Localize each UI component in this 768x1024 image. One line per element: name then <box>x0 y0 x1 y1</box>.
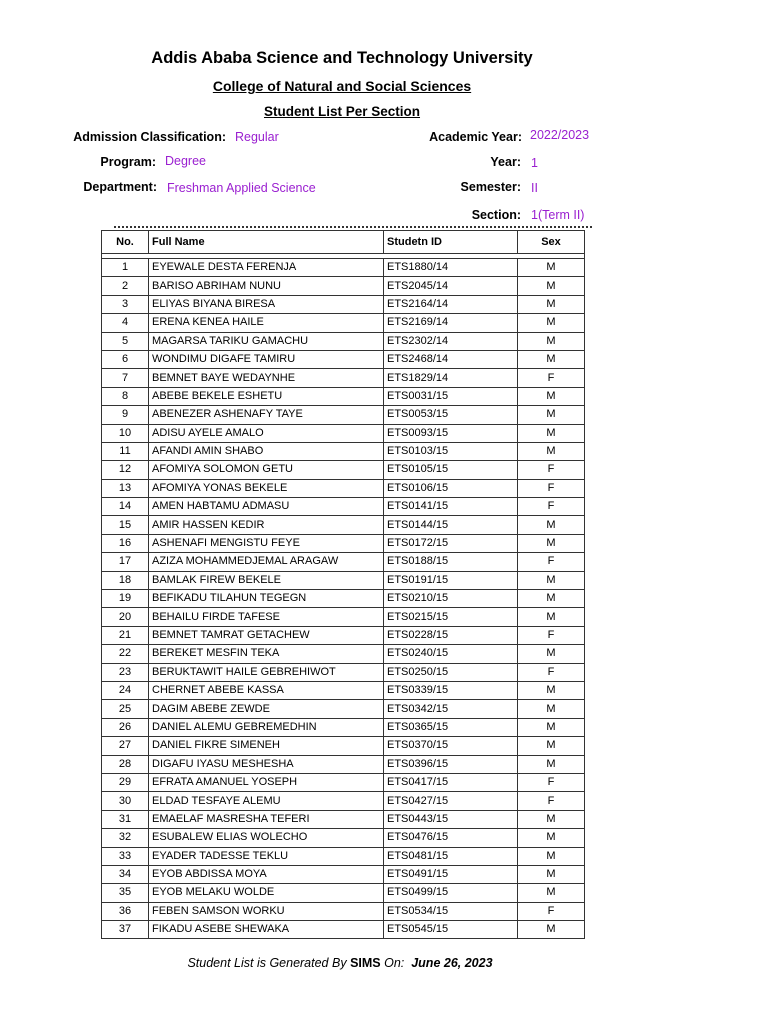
table-row <box>102 259 585 277</box>
cell-student-id: ETS0545/15 <box>384 921 518 939</box>
cell-full-name: EFRATA AMANUEL YOSEPH <box>149 773 384 791</box>
cell-full-name: AMEN HABTAMU ADMASU <box>149 498 384 516</box>
cell-full-name: FIKADU ASEBE SHEWAKA <box>149 921 384 939</box>
footer <box>0 956 680 970</box>
cell-full-name: BERUKTAWIT HAILE GEBREHIWOT <box>149 663 384 681</box>
table-row <box>102 810 585 828</box>
cell-sex: M <box>518 884 585 902</box>
table-row <box>102 681 585 699</box>
table-row <box>102 516 585 534</box>
cell-sex: M <box>518 387 585 405</box>
cell-no: 14 <box>102 498 149 516</box>
cell-no: 37 <box>102 921 149 939</box>
cell-student-id: ETS0191/15 <box>384 571 518 589</box>
year-label: Year: <box>490 155 521 169</box>
table-row <box>102 792 585 810</box>
cell-no: 13 <box>102 479 149 497</box>
cell-sex: M <box>518 645 585 663</box>
table-row <box>102 608 585 626</box>
table-row <box>102 277 585 295</box>
cell-sex: M <box>518 534 585 552</box>
program-value: Degree <box>165 154 206 168</box>
table-row <box>102 737 585 755</box>
cell-sex: M <box>518 314 585 332</box>
cell-sex: M <box>518 718 585 736</box>
table-row <box>102 590 585 608</box>
cell-sex: M <box>518 277 585 295</box>
student-table <box>101 230 585 939</box>
cell-no: 18 <box>102 571 149 589</box>
cell-no: 25 <box>102 700 149 718</box>
cell-no: 29 <box>102 773 149 791</box>
cell-sex: M <box>518 406 585 424</box>
cell-full-name: BEFIKADU TILAHUN TEGEGN <box>149 590 384 608</box>
cell-student-id: ETS0417/15 <box>384 773 518 791</box>
cell-sex: F <box>518 792 585 810</box>
table-row <box>102 626 585 644</box>
cell-full-name: DAGIM ABEBE ZEWDE <box>149 700 384 718</box>
college-title: College of Natural and Social Sciences <box>212 78 472 94</box>
cell-no: 7 <box>102 369 149 387</box>
cell-full-name: ABEBE BEKELE ESHETU <box>149 387 384 405</box>
cell-student-id: ETS0141/15 <box>384 498 518 516</box>
cell-no: 20 <box>102 608 149 626</box>
cell-sex: F <box>518 553 585 571</box>
cell-student-id: ETS2045/14 <box>384 277 518 295</box>
cell-full-name: FEBEN SAMSON WORKU <box>149 902 384 920</box>
cell-student-id: ETS0144/15 <box>384 516 518 534</box>
cell-student-id: ETS0106/15 <box>384 479 518 497</box>
cell-full-name: ASHENAFI MENGISTU FEYE <box>149 534 384 552</box>
cell-no: 21 <box>102 626 149 644</box>
cell-no: 1 <box>102 259 149 277</box>
cell-sex: M <box>518 516 585 534</box>
section-value: 1(Term II) <box>531 208 585 222</box>
cell-no: 2 <box>102 277 149 295</box>
cell-sex: F <box>518 773 585 791</box>
cell-sex: M <box>518 737 585 755</box>
col-header-student-id: Studetn ID <box>384 231 518 254</box>
cell-no: 33 <box>102 847 149 865</box>
semester-label: Semester: <box>460 180 521 194</box>
cell-student-id: ETS2302/14 <box>384 332 518 350</box>
cell-no: 6 <box>102 350 149 368</box>
table-row <box>102 571 585 589</box>
cell-student-id: ETS0031/15 <box>384 387 518 405</box>
cell-sex: M <box>518 921 585 939</box>
cell-full-name: EYOB ABDISSA MOYA <box>149 865 384 883</box>
cell-full-name: EYEWALE DESTA FERENJA <box>149 259 384 277</box>
cell-no: 31 <box>102 810 149 828</box>
table-row <box>102 534 585 552</box>
cell-student-id: ETS0228/15 <box>384 626 518 644</box>
cell-full-name: WONDIMU DIGAFE TAMIRU <box>149 350 384 368</box>
cell-no: 24 <box>102 681 149 699</box>
table-row <box>102 773 585 791</box>
cell-sex: F <box>518 902 585 920</box>
table-row <box>102 406 585 424</box>
cell-student-id: ETS0339/15 <box>384 681 518 699</box>
program-label: Program: <box>100 155 156 169</box>
cell-full-name: MAGARSA TARIKU GAMACHU <box>149 332 384 350</box>
table-row <box>102 295 585 313</box>
list-title: Student List Per Section <box>263 104 421 119</box>
cell-student-id: ETS0443/15 <box>384 810 518 828</box>
table-row <box>102 314 585 332</box>
cell-no: 36 <box>102 902 149 920</box>
cell-full-name: BEREKET MESFIN TEKA <box>149 645 384 663</box>
cell-no: 22 <box>102 645 149 663</box>
cell-student-id: ETS0342/15 <box>384 700 518 718</box>
table-row <box>102 902 585 920</box>
table-row <box>102 663 585 681</box>
cell-full-name: DIGAFU IYASU MESHESHA <box>149 755 384 773</box>
cell-sex: M <box>518 829 585 847</box>
cell-sex: F <box>518 479 585 497</box>
department-value: Freshman Applied Science <box>167 181 316 195</box>
cell-no: 9 <box>102 406 149 424</box>
cell-sex: M <box>518 442 585 460</box>
cell-full-name: CHERNET ABEBE KASSA <box>149 681 384 699</box>
cell-sex: M <box>518 259 585 277</box>
cell-full-name: AFOMIYA YONAS BEKELE <box>149 479 384 497</box>
cell-student-id: ETS0396/15 <box>384 755 518 773</box>
cell-no: 35 <box>102 884 149 902</box>
section-label: Section: <box>471 208 521 222</box>
cell-full-name: AFANDI AMIN SHABO <box>149 442 384 460</box>
cell-full-name: BARISO ABRIHAM NUNU <box>149 277 384 295</box>
cell-no: 34 <box>102 865 149 883</box>
cell-full-name: ELIYAS BIYANA BIRESA <box>149 295 384 313</box>
cell-full-name: BEHAILU FIRDE TAFESE <box>149 608 384 626</box>
academic-year-label: Academic Year: <box>429 130 522 144</box>
cell-full-name: ESUBALEW ELIAS WOLECHO <box>149 829 384 847</box>
cell-sex: M <box>518 424 585 442</box>
admission-value: Regular <box>235 130 279 144</box>
table-row <box>102 921 585 939</box>
semester-value: II <box>531 181 538 195</box>
table-row <box>102 387 585 405</box>
cell-full-name: BEMNET BAYE WEDAYNHE <box>149 369 384 387</box>
cell-no: 12 <box>102 461 149 479</box>
student-table-body <box>102 259 585 939</box>
cell-student-id: ETS0240/15 <box>384 645 518 663</box>
cell-no: 8 <box>102 387 149 405</box>
cell-student-id: ETS0250/15 <box>384 663 518 681</box>
table-row <box>102 424 585 442</box>
cell-student-id: ETS0053/15 <box>384 406 518 424</box>
cell-full-name: ERENA KENEA HAILE <box>149 314 384 332</box>
cell-no: 23 <box>102 663 149 681</box>
cell-no: 5 <box>102 332 149 350</box>
cell-sex: M <box>518 681 585 699</box>
table-row <box>102 755 585 773</box>
footer-on-label: On: <box>384 956 405 970</box>
cell-full-name: DANIEL ALEMU GEBREMEDHIN <box>149 718 384 736</box>
table-row <box>102 350 585 368</box>
cell-no: 17 <box>102 553 149 571</box>
cell-full-name: EYADER TADESSE TEKLU <box>149 847 384 865</box>
table-row <box>102 553 585 571</box>
table-row <box>102 829 585 847</box>
table-row <box>102 479 585 497</box>
academic-year-value: 2022/2023 <box>530 128 590 142</box>
cell-student-id: ETS0481/15 <box>384 847 518 865</box>
cell-no: 28 <box>102 755 149 773</box>
table-header-row <box>102 231 585 254</box>
table-row <box>102 884 585 902</box>
cell-student-id: ETS0215/15 <box>384 608 518 626</box>
cell-full-name: BAMLAK FIREW BEKELE <box>149 571 384 589</box>
cell-sex: M <box>518 332 585 350</box>
cell-student-id: ETS1880/14 <box>384 259 518 277</box>
cell-full-name: AZIZA MOHAMMEDJEMAL ARAGAW <box>149 553 384 571</box>
table-row <box>102 332 585 350</box>
cell-student-id: ETS0103/15 <box>384 442 518 460</box>
cell-full-name: AFOMIYA SOLOMON GETU <box>149 461 384 479</box>
department-label: Department: <box>83 180 157 194</box>
cell-student-id: ETS0491/15 <box>384 865 518 883</box>
cell-sex: F <box>518 626 585 644</box>
footer-brand: SIMS <box>350 956 381 970</box>
table-row <box>102 847 585 865</box>
cell-student-id: ETS1829/14 <box>384 369 518 387</box>
table-row <box>102 442 585 460</box>
cell-no: 30 <box>102 792 149 810</box>
cell-sex: M <box>518 865 585 883</box>
col-header-sex: Sex <box>518 231 585 254</box>
cell-no: 11 <box>102 442 149 460</box>
cell-sex: F <box>518 663 585 681</box>
cell-sex: M <box>518 608 585 626</box>
table-row <box>102 865 585 883</box>
cell-student-id: ETS2169/14 <box>384 314 518 332</box>
table-row <box>102 369 585 387</box>
admission-label: Admission Classification: <box>73 130 226 144</box>
cell-no: 32 <box>102 829 149 847</box>
cell-full-name: EYOB MELAKU WOLDE <box>149 884 384 902</box>
cell-student-id: ETS0499/15 <box>384 884 518 902</box>
cell-student-id: ETS0093/15 <box>384 424 518 442</box>
table-row <box>102 718 585 736</box>
cell-student-id: ETS2468/14 <box>384 350 518 368</box>
cell-full-name: ELDAD TESFAYE ALEMU <box>149 792 384 810</box>
cell-sex: M <box>518 847 585 865</box>
cell-sex: M <box>518 700 585 718</box>
table-row <box>102 700 585 718</box>
table-row <box>102 498 585 516</box>
cell-full-name: ABENEZER ASHENAFY TAYE <box>149 406 384 424</box>
university-title: Addis Ababa Science and Technology University <box>151 49 533 67</box>
year-value: 1 <box>531 156 538 170</box>
cell-full-name: DANIEL FIKRE SIMENEH <box>149 737 384 755</box>
cell-no: 15 <box>102 516 149 534</box>
cell-student-id: ETS0210/15 <box>384 590 518 608</box>
cell-sex: F <box>518 461 585 479</box>
cell-full-name: BEMNET TAMRAT GETACHEW <box>149 626 384 644</box>
cell-student-id: ETS0365/15 <box>384 718 518 736</box>
cell-student-id: ETS0427/15 <box>384 792 518 810</box>
cell-sex: M <box>518 590 585 608</box>
cell-full-name: ADISU AYELE AMALO <box>149 424 384 442</box>
cell-no: 19 <box>102 590 149 608</box>
footer-date: June 26, 2023 <box>411 956 493 970</box>
table-row <box>102 645 585 663</box>
cell-no: 3 <box>102 295 149 313</box>
cell-student-id: ETS0188/15 <box>384 553 518 571</box>
cell-sex: M <box>518 571 585 589</box>
dotted-divider <box>114 226 592 228</box>
cell-no: 10 <box>102 424 149 442</box>
cell-student-id: ETS0370/15 <box>384 737 518 755</box>
cell-full-name: EMAELAF MASRESHA TEFERI <box>149 810 384 828</box>
col-header-full-name: Full Name <box>149 231 384 254</box>
cell-sex: M <box>518 350 585 368</box>
cell-sex: M <box>518 295 585 313</box>
col-header-no: No. <box>102 231 149 254</box>
cell-student-id: ETS0476/15 <box>384 829 518 847</box>
cell-student-id: ETS2164/14 <box>384 295 518 313</box>
cell-sex: M <box>518 755 585 773</box>
cell-sex: M <box>518 810 585 828</box>
cell-no: 16 <box>102 534 149 552</box>
cell-no: 4 <box>102 314 149 332</box>
cell-no: 27 <box>102 737 149 755</box>
cell-student-id: ETS0105/15 <box>384 461 518 479</box>
table-row <box>102 461 585 479</box>
cell-sex: F <box>518 369 585 387</box>
cell-sex: F <box>518 498 585 516</box>
cell-student-id: ETS0172/15 <box>384 534 518 552</box>
cell-full-name: AMIR HASSEN KEDIR <box>149 516 384 534</box>
footer-text: Student List is Generated By <box>187 956 347 970</box>
cell-no: 26 <box>102 718 149 736</box>
cell-student-id: ETS0534/15 <box>384 902 518 920</box>
